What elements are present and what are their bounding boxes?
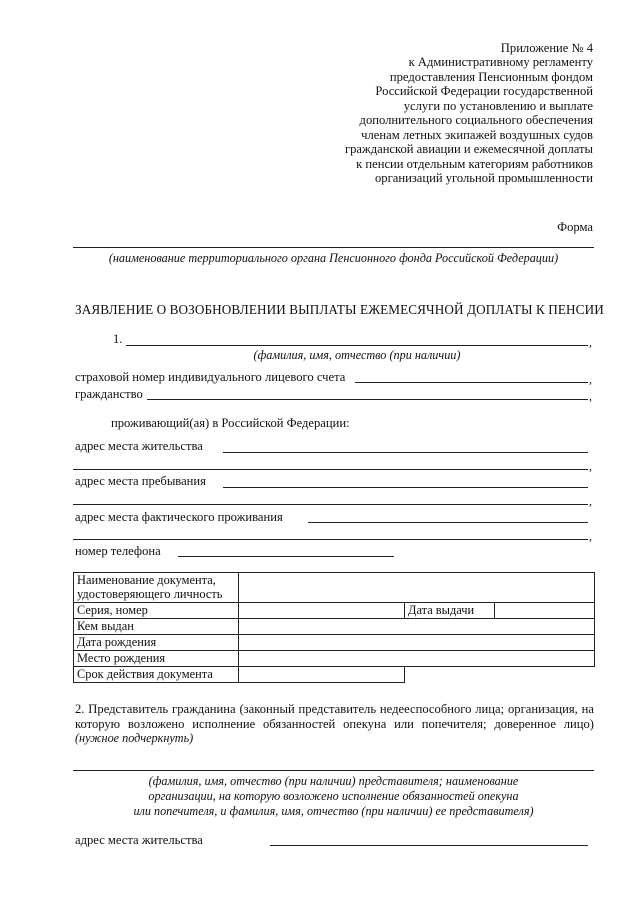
phone-field[interactable] [178,556,394,557]
page-title: ЗАЯВЛЕНИЕ О ВОЗОБНОВЛЕНИИ ВЫПЛАТЫ ЕЖЕМЕСЯЧНОЙ ДОПЛАТЫ К ПЕНСИИ [75,302,604,317]
series-label: Серия, номер [74,603,239,619]
form-label: Форма [557,220,593,234]
territorial-body-caption: (наименование территориального органа Пенсионного фонда Российской Федерации) [108,251,559,265]
snils-field[interactable] [355,382,588,383]
table-row [74,667,595,683]
comma: , [589,529,592,543]
stay-address-field[interactable] [223,487,588,488]
identity-document-table [73,572,595,683]
doc-name-label: Наименование документа, удостоверяющего личность [74,573,239,603]
full-name-caption: (фамилия, имя, отчество (при наличии) [253,348,461,362]
issued-by-label: Кем выдан [74,619,239,635]
comma: , [589,459,592,473]
header-line: к пенсии отдельным категориям работников [356,156,593,171]
residence-address-field[interactable] [223,452,588,453]
section1-number: 1. [113,332,123,346]
comma: , [589,372,592,386]
actual-address-field[interactable] [308,522,588,523]
birth-date-label: Дата рождения [74,635,239,651]
header-line: дополнительного социального обеспечения [359,113,593,128]
doc-name-cell[interactable] [239,573,595,603]
rep-residence-field[interactable] [270,845,588,846]
validity-cell[interactable] [239,667,405,683]
table-row [74,651,595,667]
issued-by-cell[interactable] [239,619,595,635]
representative-caption [73,774,594,819]
actual-address-field-2[interactable] [73,539,588,540]
table-row [74,573,595,603]
snils-label: страховой номер индивидуального лицевого счета [75,370,346,384]
header-line: предоставления Пенсионным фондом [389,69,593,84]
validity-label: Срок действия документа [74,667,239,683]
full-name-field[interactable] [126,345,588,346]
rep-residence-label: адрес места жительства [75,833,203,847]
residing-label: проживающий(ая) в Российской Федерации: [111,416,350,430]
birth-place-label: Место рождения [74,651,239,667]
comma: , [589,335,592,349]
representative-field[interactable] [73,770,594,771]
birth-date-cell[interactable] [239,635,595,651]
header-line: членам летных экипажей воздушных судов [361,127,593,142]
comma: , [589,389,592,403]
caption-line: организации, на которую возложено исполнение обязанностей опекуна [148,789,519,803]
issue-date-cell[interactable] [495,603,595,619]
issue-date-label: Дата выдачи [405,603,495,619]
citizenship-field[interactable] [147,399,588,400]
header-line: Приложение № 4 [500,41,593,55]
header-line: услуги по установлению и выплате [403,98,593,113]
stay-address-label: адрес места пребывания [75,474,206,488]
table-row [74,603,595,619]
residence-address-label: адрес места жительства [75,439,203,453]
actual-address-label: адрес места фактического проживания [75,510,283,524]
caption-line: (фамилия, имя, отчество (при наличии) представителя; наименование [148,774,519,788]
caption-line: или попечителя, и фамилия, имя, отчество (при наличии) ее представителя) [133,804,534,818]
series-cell[interactable] [239,603,405,619]
representative-text: 2. Представитель гражданина (законный представитель недееспособного лица; организация, на которую возложено исполнение обязанностей опекуна или попечителя; доверенное лицо) [75,702,594,731]
representative-paragraph [75,702,594,746]
territorial-body-field[interactable] [73,247,594,248]
header-line: гражданской авиации и ежемесячной доплаты [344,142,593,157]
table-row [74,619,595,635]
birth-place-cell[interactable] [239,651,595,667]
comma: , [589,494,592,508]
header-line: организаций угольной промышленности [374,171,593,186]
residence-address-field-2[interactable] [73,469,588,470]
header-line: Российской Федерации государственной [375,84,593,99]
empty-cell [405,667,595,683]
table-row [74,635,595,651]
citizenship-label: гражданство [75,387,143,401]
appendix-header [345,41,593,186]
header-line: к Административному регламенту [408,55,593,70]
underline-note: (нужное подчеркнуть) [75,731,194,745]
phone-label: номер телефона [75,544,161,558]
stay-address-field-2[interactable] [73,504,588,505]
